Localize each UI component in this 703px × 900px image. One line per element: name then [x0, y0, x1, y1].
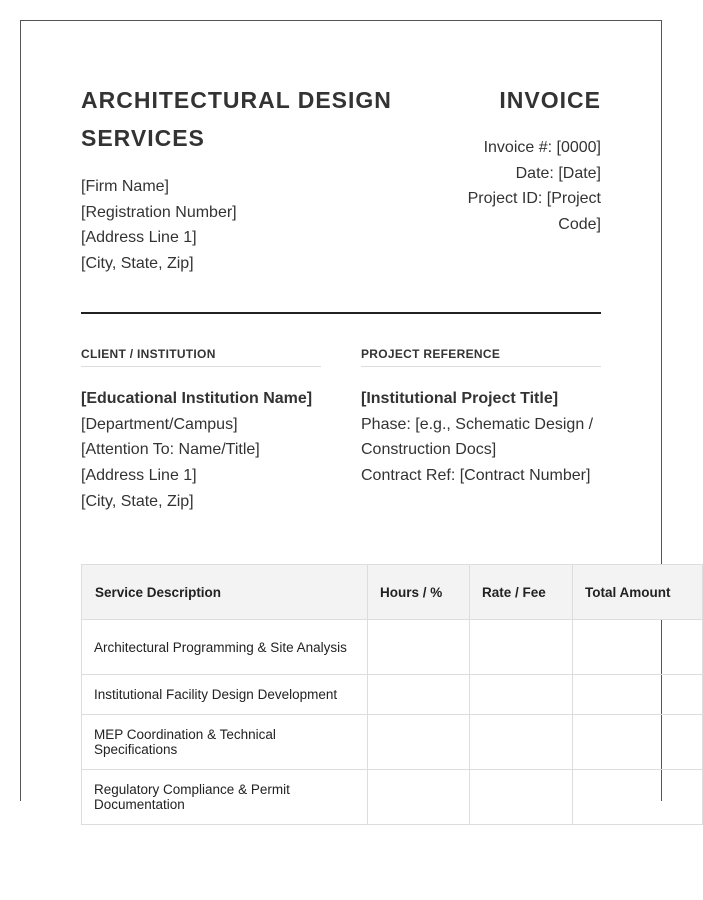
- total-cell[interactable]: [573, 715, 703, 770]
- header-rate: Rate / Fee: [470, 565, 573, 620]
- total-cell[interactable]: [573, 770, 703, 825]
- project-contract: Contract Ref: [Contract Number]: [361, 467, 591, 485]
- client-department: [Department/Campus]: [81, 415, 238, 433]
- rate-cell[interactable]: [470, 770, 573, 825]
- rate-cell[interactable]: [470, 675, 573, 715]
- header-divider: [81, 312, 601, 314]
- client-name: [Educational Institution Name]: [81, 390, 313, 407]
- service-description: MEP Coordination & Technical Specifications: [82, 715, 368, 770]
- invoice-number: Invoice #: [0000]: [483, 139, 601, 156]
- hours-cell[interactable]: [368, 620, 470, 675]
- hours-cell[interactable]: [368, 715, 470, 770]
- header-total: Total Amount: [573, 565, 703, 620]
- service-description: Architectural Programming & Site Analysis: [82, 620, 368, 675]
- invoice-date: Date: [Date]: [515, 164, 601, 182]
- services-table: [81, 564, 703, 825]
- table-row: [82, 675, 703, 715]
- project-heading: PROJECT REFERENCE: [361, 347, 601, 367]
- client-section: [81, 347, 321, 515]
- hours-cell[interactable]: [368, 770, 470, 825]
- firm-details: [81, 174, 237, 277]
- firm-address: [Address Line 1]: [81, 229, 197, 247]
- header-service-description: Service Description: [82, 565, 368, 620]
- invoice-page: [20, 20, 671, 812]
- header-hours: Hours / %: [368, 565, 470, 620]
- project-phase: Phase: [e.g., Schematic Design / Construction Docs]: [361, 415, 594, 459]
- firm-title: ARCHITECTURAL DESIGN SERVICES: [81, 87, 392, 151]
- firm-name: [Firm Name]: [81, 178, 169, 195]
- rate-cell[interactable]: [470, 620, 573, 675]
- project-title: [Institutional Project Title]: [361, 390, 559, 407]
- hours-cell[interactable]: [368, 675, 470, 715]
- client-address: [Address Line 1]: [81, 467, 197, 485]
- invoice-meta: [441, 135, 601, 238]
- invoice-title: INVOICE: [499, 87, 601, 113]
- service-description: Institutional Facility Design Development: [82, 675, 368, 715]
- firm-city: [City, State, Zip]: [81, 255, 194, 273]
- project-section: [361, 347, 601, 489]
- firm-registration: [Registration Number]: [81, 203, 237, 221]
- service-description: Regulatory Compliance & Permit Documentation: [82, 770, 368, 825]
- table-row: [82, 770, 703, 825]
- total-cell[interactable]: [573, 675, 703, 715]
- client-city: [City, State, Zip]: [81, 492, 194, 510]
- table-header-row: [82, 565, 703, 620]
- rate-cell[interactable]: [470, 715, 573, 770]
- table-row: [82, 620, 703, 675]
- client-attention: [Attention To: Name/Title]: [81, 441, 260, 459]
- project-id: Project ID: [Project Code]: [467, 190, 601, 234]
- total-cell[interactable]: [573, 620, 703, 675]
- client-heading: CLIENT / INSTITUTION: [81, 347, 321, 367]
- table-row: [82, 715, 703, 770]
